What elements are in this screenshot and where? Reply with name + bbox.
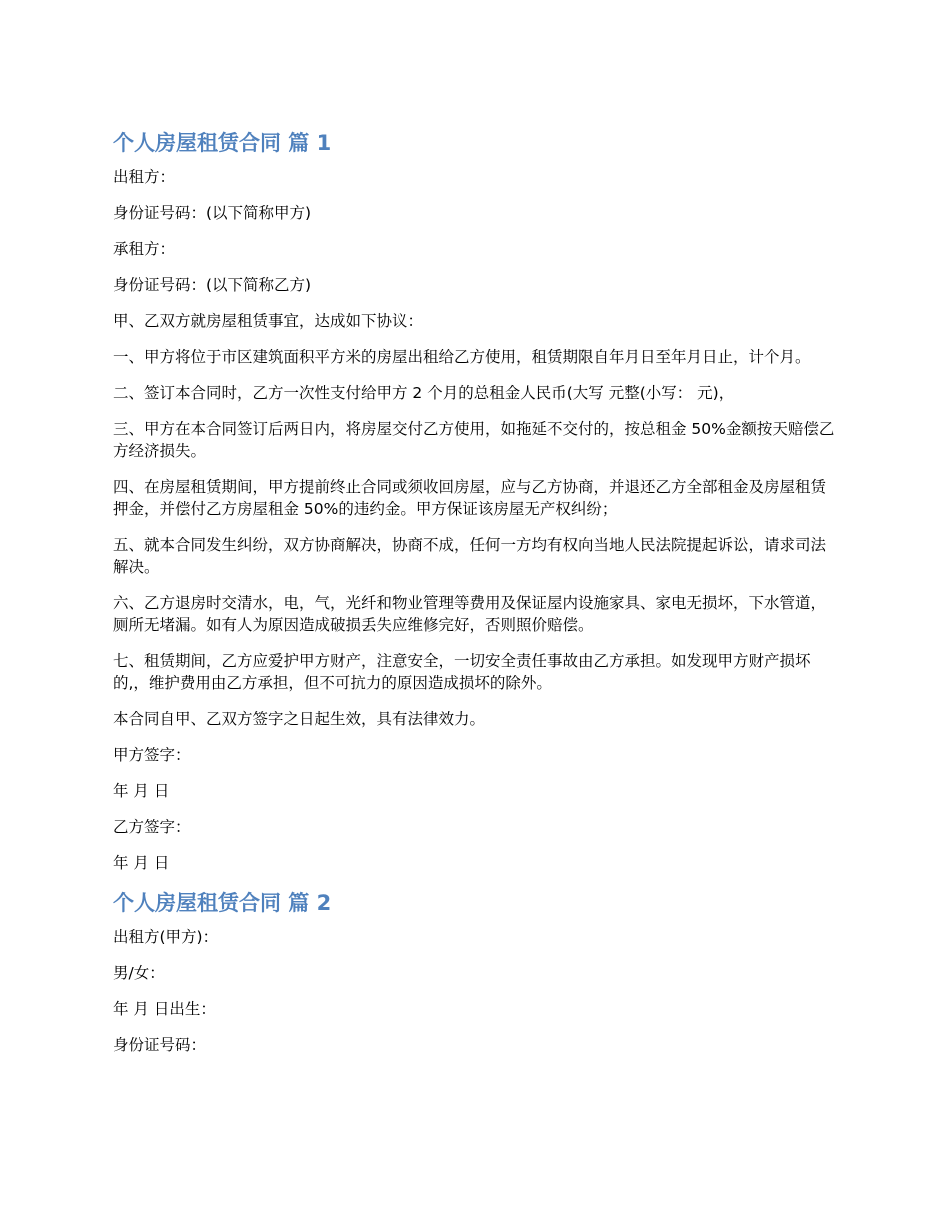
paragraph: 身份证号码：(以下简称甲方) — [113, 204, 312, 222]
clause-7: 七、租赁期间，乙方应爱护甲方财产，注意安全，一切安全责任事故由乙方承担。如发现甲方财产损坏的,，维护费用由乙方承担，但不可抗力的原因造成损坏的除外。 — [113, 652, 811, 692]
paragraph: 身份证号码： — [113, 1036, 207, 1054]
party-a-signature: 甲方签字： — [113, 746, 191, 764]
clause-4: 四、在房屋租赁期间，甲方提前终止合同或须收回房屋，应与乙方协商，并退还乙方全部租金及房屋租赁押金，并偿付乙方房屋租金 50%的违约金。甲方保证该房屋无产权纠纷； — [113, 478, 827, 518]
clause-2: 二、签订本合同时，乙方一次性支付给甲方 2 个月的总租金人民币(大写 元整(小写： 元)， — [113, 384, 735, 402]
section-title: 个人房屋租赁合同 篇 1 — [113, 131, 332, 155]
clause-1: 一、甲方将位于市区建筑面积平方米的房屋出租给乙方使用，租赁期限自年月日至年月日止，计个月。 — [113, 348, 811, 366]
paragraph: 承租方： — [113, 240, 176, 258]
party-b-signature: 乙方签字： — [113, 818, 191, 836]
clause-3: 三、甲方在本合同签订后两日内，将房屋交付乙方使用，如拖延不交付的，按总租金 50%金额按天赔偿乙方经济损失。 — [113, 420, 835, 460]
clause-6: 六、乙方退房时交清水，电，气，光纤和物业管理等费用及保证屋内设施家具、家电无损坏，下水管道，厕所无堵漏。如有人为原因造成破损丢失应维修完好，否则照价赔偿。 — [113, 594, 827, 634]
paragraph: 男/女： — [113, 964, 165, 982]
paragraph: 出租方(甲方)： — [113, 928, 219, 946]
paragraph: 出租方： — [113, 168, 176, 186]
paragraph: 年 月 日出生： — [113, 1000, 216, 1018]
document-page — [113, 128, 841, 1070]
party-a-date: 年 月 日 — [113, 782, 170, 800]
paragraph: 身份证号码：(以下简称乙方) — [113, 276, 312, 294]
contract-section-2 — [113, 888, 841, 1056]
paragraph: 甲、乙双方就房屋租赁事宜，达成如下协议： — [113, 312, 424, 330]
contract-section-1 — [113, 128, 841, 874]
effective-statement: 本合同自甲、乙双方签字之日起生效，具有法律效力。 — [113, 710, 486, 728]
party-b-date: 年 月 日 — [113, 854, 170, 872]
clause-5: 五、就本合同发生纠纷，双方协商解决，协商不成，任何一方均有权向当地人民法院提起诉讼，请求司法解决。 — [113, 536, 827, 576]
section-title: 个人房屋租赁合同 篇 2 — [113, 891, 332, 915]
